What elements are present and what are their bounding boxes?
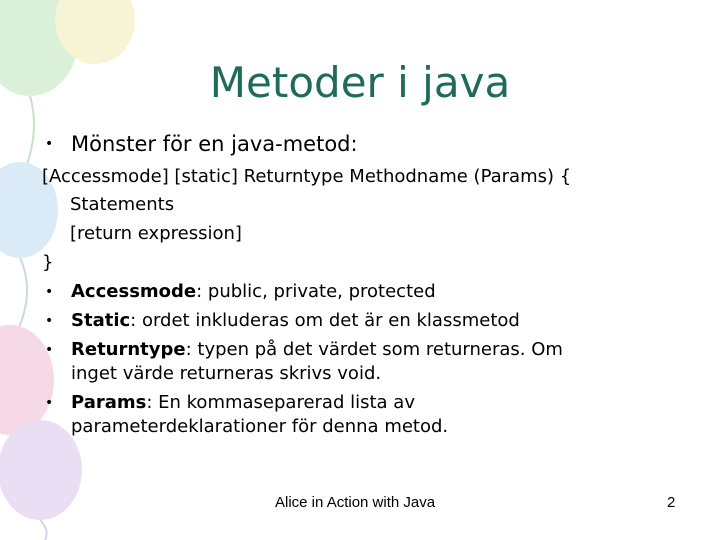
slide-title: Metoder i java	[209, 58, 511, 107]
code-line-signature: [Accessmode] [static] Returntype Methodname (Params) {	[42, 166, 572, 187]
item-params	[71, 392, 415, 414]
item-text: : ordet inkluderas om det är en klassmetod	[130, 310, 520, 331]
item-text: : En kommaseparerad lista av	[146, 392, 415, 413]
bullet-marker: •	[45, 136, 54, 152]
bullet-marker: •	[45, 395, 54, 411]
item-returntype-continuation: inget värde returneras skrivs void.	[71, 363, 382, 384]
item-term: Accessmode	[71, 281, 197, 302]
code-line-close-brace: }	[42, 252, 54, 273]
page-number: 2	[667, 494, 676, 511]
item-text: : typen på det värdet som returneras. Om	[185, 339, 563, 360]
bullet-marker: •	[45, 342, 54, 358]
item-params-continuation: parameterdeklarationer för denna metod.	[71, 416, 449, 437]
code-line-return: [return expression]	[70, 223, 242, 244]
bullet-marker: •	[45, 284, 54, 300]
code-line-statements: Statements	[70, 194, 175, 215]
bullet-marker: •	[45, 313, 54, 329]
item-term: Static	[71, 310, 131, 331]
bullet-pattern-heading: Mönster för en java-metod:	[71, 132, 358, 156]
item-accessmode	[71, 281, 436, 303]
item-static	[71, 310, 520, 332]
item-term: Params	[71, 392, 147, 413]
item-text: : public, private, protected	[196, 281, 436, 302]
footer-text: Alice in Action with Java	[275, 494, 436, 511]
item-returntype	[71, 339, 563, 361]
item-term: Returntype	[71, 339, 186, 360]
